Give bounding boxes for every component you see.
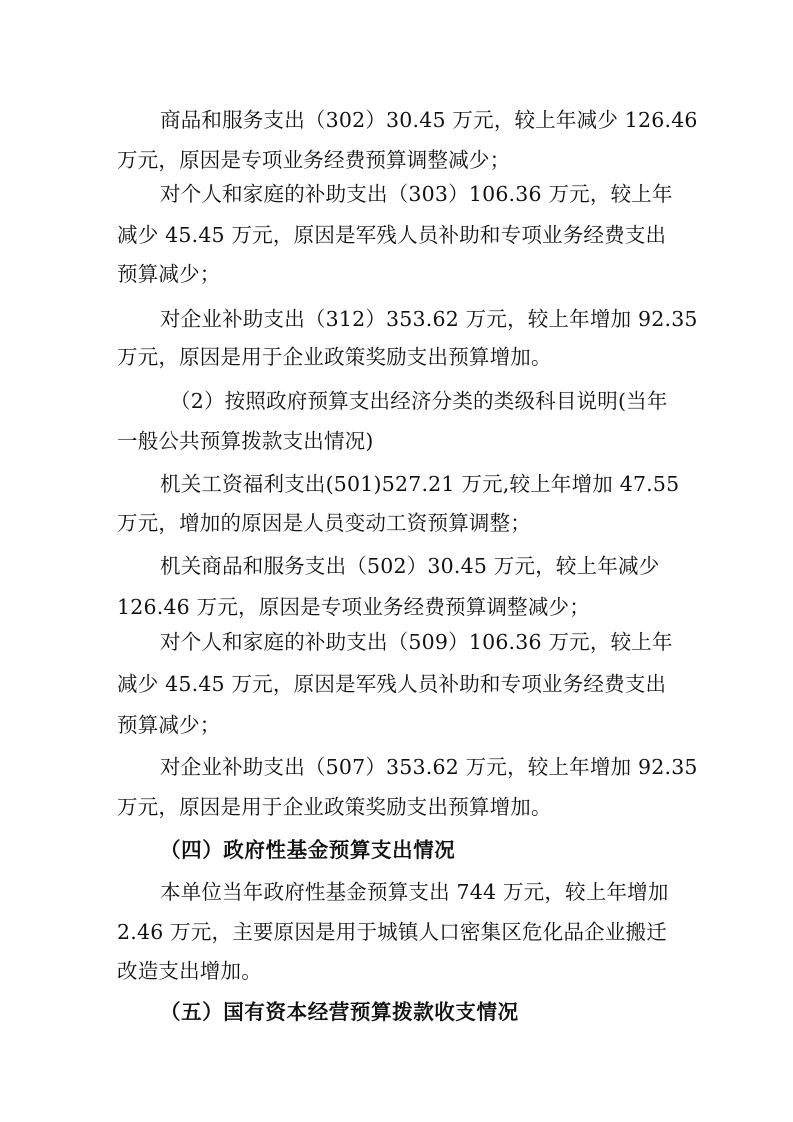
paragraph-line: （2）按照政府预算支出经济分类的类级科目说明(当年 (170, 389, 668, 413)
section-heading: （四）政府性基金预算支出情况 (160, 838, 456, 862)
paragraph-line: 机关工资福利支出(501)527.21 万元,较上年增加 47.55 (160, 472, 680, 496)
paragraph-line: 机关商品和服务支出（502）30.45 万元，较上年减少 (160, 554, 660, 578)
paragraph-line: 对企业补助支出（507）353.62 万元，较上年增加 92.35 (160, 755, 698, 779)
paragraph-line: 商品和服务支出（302）30.45 万元，较上年减少 126.46 (160, 108, 698, 132)
paragraph-line: 预算减少； (117, 262, 221, 286)
paragraph-line: 万元，原因是用于企业政策奖励支出预算增加。 (117, 345, 552, 369)
paragraph-line: 对个人和家庭的补助支出（303）106.36 万元，较上年 (160, 182, 673, 206)
paragraph-line: 一般公共预算拨款支出情况) (117, 429, 374, 453)
section-heading: （五）国有资本经营预算拨款收支情况 (160, 1000, 519, 1024)
paragraph-line: 万元，原因是专项业务经费预算调整减少； (117, 148, 511, 172)
paragraph-line: 126.46 万元，原因是专项业务经费预算调整减少； (117, 595, 590, 619)
paragraph-line: 减少 45.45 万元，原因是军残人员补助和专项业务经费支出 (117, 672, 667, 696)
paragraph-line: 对企业补助支出（312）353.62 万元，较上年增加 92.35 (160, 307, 698, 331)
paragraph-line: 预算减少； (117, 713, 221, 737)
paragraph-line: 改造支出增加。 (117, 959, 262, 983)
paragraph-line: 万元，原因是用于企业政策奖励支出预算增加。 (117, 795, 552, 819)
paragraph-line: 对个人和家庭的补助支出（509）106.36 万元，较上年 (160, 630, 673, 654)
paragraph-line: 本单位当年政府性基金预算支出 744 万元，较上年增加 (160, 880, 669, 904)
paragraph-line: 减少 45.45 万元，原因是军残人员补助和专项业务经费支出 (117, 223, 667, 247)
paragraph-line: 万元，增加的原因是人员变动工资预算调整； (117, 511, 531, 535)
paragraph-line: 2.46 万元，主要原因是用于城镇人口密集区危化品企业搬迁 (117, 920, 667, 944)
